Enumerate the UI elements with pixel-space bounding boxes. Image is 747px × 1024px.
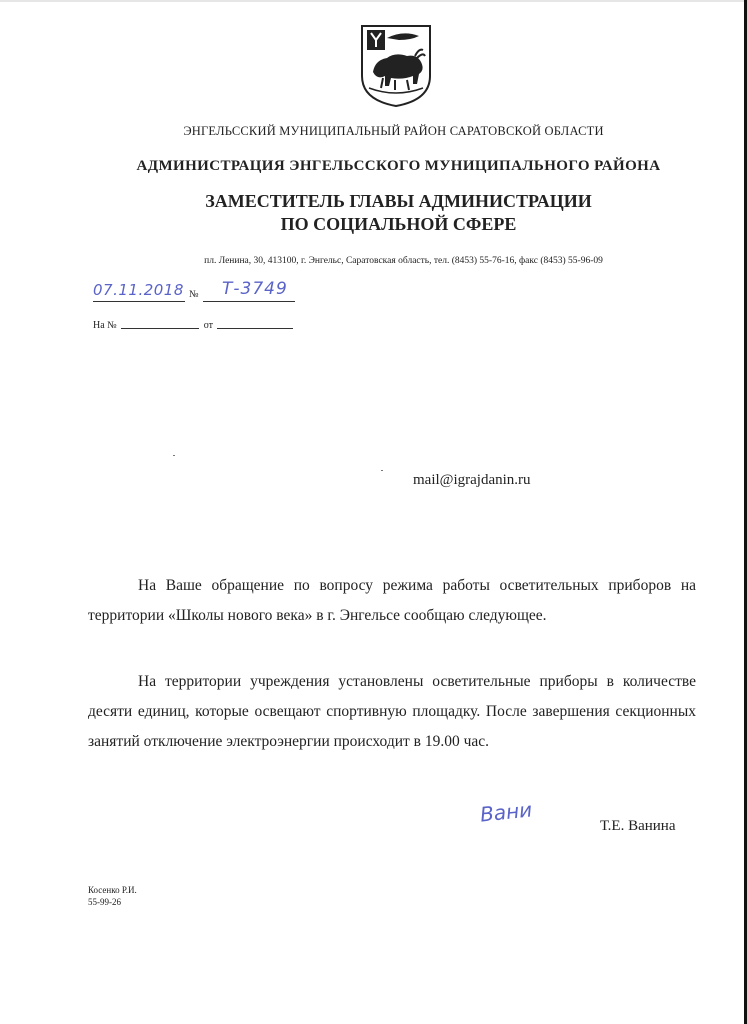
scan-speck bbox=[173, 455, 175, 456]
number-underline bbox=[203, 301, 295, 302]
scan-speck bbox=[381, 470, 383, 471]
executor-block bbox=[88, 884, 137, 908]
body-paragraph-2: На территории учреждения установлены осветительные приборы в количестве десяти единиц, которые освещают спортивную площадку. После завершения секционных занятий отключение электроэнергии происходит в 19.00 час. bbox=[88, 673, 696, 750]
number-label: № bbox=[189, 289, 199, 300]
body-paragraph-1: На Ваше обращение по вопросу режима работы осветительных приборов на территории «Школы нового века» в г. Энгельсе сообщаю следующее. bbox=[88, 577, 696, 624]
deputy-heading bbox=[25, 190, 747, 236]
registration-number: Т-3749 bbox=[222, 279, 288, 299]
registration-date: 07.11.2018 bbox=[93, 281, 184, 299]
district-heading: ЭНГЕЛЬССКИЙ МУНИЦИПАЛЬНЫЙ РАЙОН САРАТОВСКОЙ ОБЛАСТИ bbox=[183, 124, 604, 138]
address-line: пл. Ленина, 30, 413100, г. Энгельс, Саратовская область, тел. (8453) 55-76-16, факс (8453) 55-96-09 bbox=[204, 256, 603, 266]
executor-name: Косенко Р.И. bbox=[88, 885, 137, 895]
deputy-heading-line2: ПО СОЦИАЛЬНОЙ СФЕРЕ bbox=[280, 214, 517, 234]
reference-number-blank bbox=[121, 328, 199, 329]
administration-heading: АДМИНИСТРАЦИЯ ЭНГЕЛЬССКОГО МУНИЦИПАЛЬНОГО РАЙОНА bbox=[136, 158, 661, 174]
engels-coat-of-arms-icon bbox=[359, 24, 433, 108]
signer-name: Т.Е. Ванина bbox=[600, 818, 676, 834]
scan-top-edge bbox=[0, 0, 747, 2]
executor-phone: 55-99-26 bbox=[88, 897, 121, 907]
reference-date-blank bbox=[217, 328, 293, 329]
reference-number-label: На № bbox=[93, 320, 117, 331]
reference-line bbox=[93, 320, 295, 331]
reference-from-label: от bbox=[203, 320, 213, 331]
handwritten-signature: Вани bbox=[478, 797, 534, 827]
date-underline bbox=[93, 301, 185, 302]
recipient-email: mail@igrajdanin.ru bbox=[413, 472, 531, 488]
deputy-heading-line1: ЗАМЕСТИТЕЛЬ ГЛАВЫ АДМИНИСТРАЦИИ bbox=[205, 191, 592, 211]
